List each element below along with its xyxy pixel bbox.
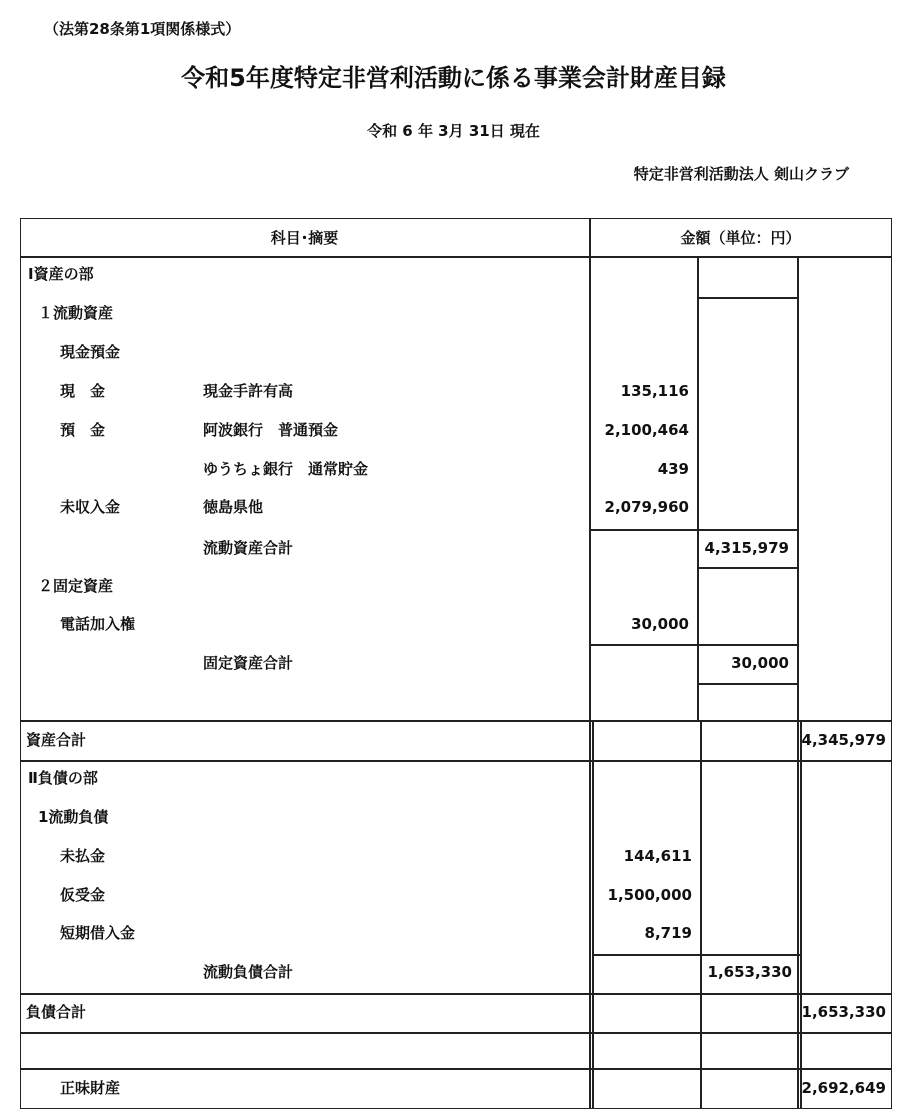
- unpaid-amount: 144,611: [623, 847, 692, 865]
- total-assets-label: 資産合計: [26, 731, 87, 749]
- receivable-label: 未収入金: [60, 498, 121, 516]
- suspense-amount: 1,500,000: [607, 886, 692, 904]
- receivable-amount: 2,079,960: [604, 498, 689, 516]
- grid-line: [592, 954, 800, 956]
- page-title: 令和5年度特定非営利活動に係る事業会計財産目録: [181, 64, 726, 92]
- current-liabilities-heading: 1流動負債: [38, 808, 109, 826]
- total-liabilities-label: 負債合計: [26, 1003, 87, 1021]
- phone-rights-amount: 30,000: [631, 615, 689, 633]
- grid-line: [20, 760, 892, 762]
- net-assets-label: 正味財産: [60, 1079, 121, 1097]
- grid-line: [20, 720, 892, 722]
- grid-line: [697, 256, 699, 297]
- phone-rights-label: 電話加入権: [60, 615, 136, 633]
- assets-section-title: Ⅰ資産の部: [28, 265, 94, 283]
- receivable-description: 徳島県他: [203, 498, 264, 516]
- net-assets-amount: 2,692,649: [801, 1079, 886, 1097]
- grid-line: [589, 644, 797, 646]
- deposit2-amount: 439: [657, 460, 689, 478]
- total-assets-amount: 4,345,979: [801, 731, 886, 749]
- current-assets-total-label: 流動資産合計: [203, 539, 294, 557]
- cash-description: 現金手許有高: [203, 382, 294, 400]
- column-header-amount: 金額（単位：円）: [680, 229, 801, 247]
- cash-label: 現 金: [60, 382, 106, 400]
- deposit1-description: 阿波銀行 普通預金: [203, 421, 339, 439]
- current-assets-heading: １流動資産: [38, 304, 114, 322]
- grid-line: [20, 1032, 892, 1034]
- grid-line: [589, 529, 797, 531]
- short-loan-amount: 8,719: [644, 924, 692, 942]
- short-loan-label: 短期借入金: [60, 924, 136, 942]
- fixed-assets-heading: ２固定資産: [38, 577, 114, 595]
- grid-line: [700, 720, 702, 1109]
- unpaid-label: 未払金: [60, 847, 106, 865]
- grid-line: [697, 567, 797, 569]
- suspense-label: 仮受金: [60, 886, 106, 904]
- form-note: （法第28条第1項関係様式）: [44, 20, 241, 38]
- header-divider: [20, 256, 892, 258]
- current-assets-total-amount: 4,315,979: [704, 539, 789, 557]
- grid-line: [697, 297, 797, 299]
- grid-line: [20, 993, 892, 995]
- grid-line: [797, 256, 799, 1109]
- grid-line: [592, 720, 594, 1109]
- cash-amount: 135,116: [620, 382, 689, 400]
- current-liabilities-total-label: 流動負債合計: [203, 963, 294, 981]
- deposit2-description: ゆうちょ銀行 通常貯金: [203, 460, 369, 478]
- subject-amount-divider: [589, 218, 591, 1109]
- organization-name: 特定非営利活動法人 剣山クラブ: [633, 165, 849, 183]
- report-date: 令和 6 年 3月 31日 現在: [367, 122, 540, 140]
- fixed-assets-total-label: 固定資産合計: [203, 654, 294, 672]
- total-liabilities-amount: 1,653,330: [801, 1003, 886, 1021]
- current-liabilities-total-amount: 1,653,330: [707, 963, 792, 981]
- grid-line: [20, 1068, 892, 1070]
- liabilities-section-title: Ⅱ負債の部: [28, 769, 98, 787]
- cash-deposits-heading: 現金預金: [60, 343, 121, 361]
- grid-line: [697, 683, 797, 685]
- grid-line: [800, 720, 802, 1109]
- deposit-label: 預 金: [60, 421, 106, 439]
- column-header-subject: 科目･摘要: [270, 229, 339, 247]
- deposit1-amount: 2,100,464: [604, 421, 689, 439]
- fixed-assets-total-amount: 30,000: [731, 654, 789, 672]
